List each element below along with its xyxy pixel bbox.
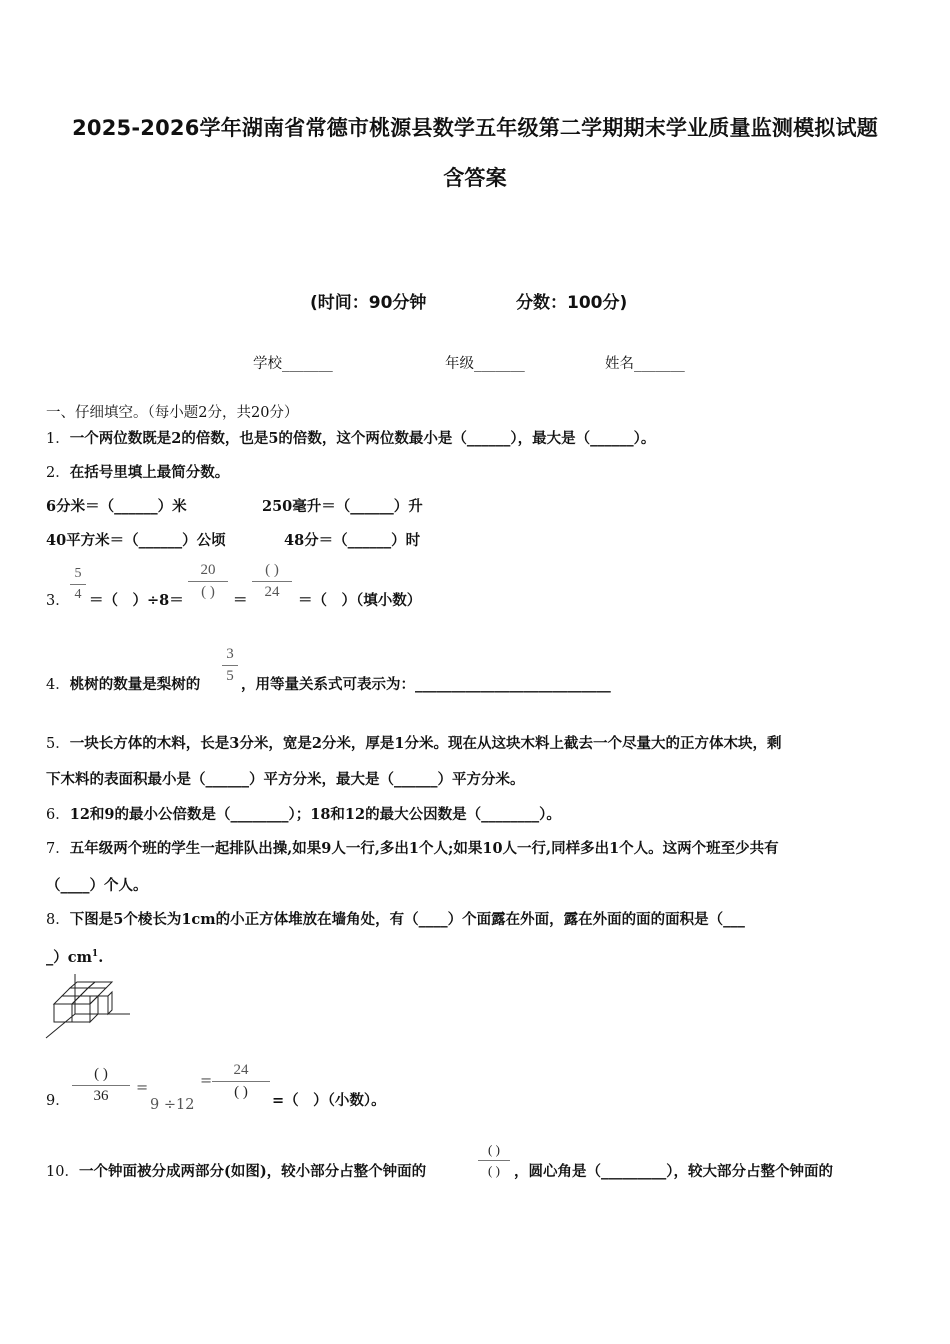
- question-text: 12和9的最小公倍数是（________）；18和12的最大公因数是（________）。: [69, 806, 561, 823]
- question-2: [46, 461, 229, 482]
- fraction-bar: [222, 665, 238, 666]
- school-field: 学校_______: [253, 356, 333, 372]
- question-number: 1．: [46, 431, 70, 447]
- fraction-denominator: ( ): [488, 1163, 500, 1178]
- q9-tail: =（ ）（小数）。: [272, 1092, 386, 1109]
- q2-item-b: 250毫升＝（______）升: [262, 498, 423, 515]
- question-7-line2: （____）个人。: [46, 877, 148, 894]
- question-text: 一个钟面被分成两部分(如图)，较小部分占整个钟面的: [78, 1163, 427, 1180]
- question-number: 8．: [46, 912, 70, 928]
- exam-time: (时间：90分钟: [310, 293, 427, 313]
- question-7: [46, 837, 779, 858]
- question-text: 五年级两个班的学生一起排队出操,如果9人一行,多出1个人;如果10人一行,同样多出1个人。这两个班至少共有: [69, 840, 779, 857]
- q9-equals-1: =: [136, 1080, 149, 1096]
- cubes-in-corner-figure: [40, 970, 135, 1042]
- q3-fraction-2: [188, 562, 228, 601]
- exam-title-line2: 含答案: [443, 166, 507, 190]
- fraction-bar: [70, 584, 86, 585]
- fraction-bar: [252, 581, 292, 582]
- q3-part-3: ＝（ ）（填小数）: [298, 592, 422, 609]
- question-text: 一个两位数既是2的倍数，也是5的倍数，这个两位数最小是（______），最大是（______）。: [69, 430, 656, 447]
- question-text: 在括号里填上最简分数。: [69, 464, 230, 481]
- q10-fraction: [478, 1142, 510, 1179]
- q9-fraction-1: [72, 1066, 130, 1105]
- question-number: 7．: [46, 841, 70, 857]
- section-heading: 一、仔细填空。（每小题2分，共20分）: [46, 405, 299, 421]
- question-9: [46, 1089, 70, 1110]
- exam-title-line1: 2025-2026学年湖南省常德市桃源县数学五年级第二学期期末学业质量监测模拟试题: [72, 116, 878, 140]
- fraction-denominator: 24: [264, 584, 280, 600]
- fraction-numerator: 3: [226, 646, 234, 662]
- fraction-numerator: ( ): [94, 1066, 108, 1082]
- fraction-numerator: 24: [233, 1062, 249, 1078]
- question-8: [46, 908, 745, 929]
- fraction-denominator: 4: [74, 587, 82, 602]
- grade-field: 年级_______: [445, 356, 525, 372]
- question-5: [46, 732, 782, 753]
- q2-item-c: 40平方米＝（______）公顷: [46, 532, 226, 549]
- question-5-line2: 下木料的表面积最小是（______）平方分米，最大是（______）平方分米。: [46, 771, 525, 788]
- question-10: [46, 1160, 426, 1181]
- q9-fraction-3: [212, 1062, 270, 1101]
- fraction-denominator: ( ): [201, 584, 215, 600]
- question-1: [46, 427, 655, 448]
- question-number: 9．: [46, 1093, 70, 1109]
- question-text: .: [98, 949, 104, 966]
- fraction-bar: [478, 1160, 510, 1161]
- question-number: 4．: [46, 677, 70, 693]
- q4-fraction: [222, 646, 238, 685]
- q3-part-2: ＝: [233, 592, 248, 609]
- question-6: [46, 803, 561, 824]
- fraction-numerator: ( ): [488, 1142, 500, 1157]
- question-number: 2．: [46, 465, 70, 481]
- q10-text-tail: ，圆心角是（_________），较大部分占整个钟面的: [514, 1163, 833, 1180]
- question-text: _）cm: [46, 949, 92, 966]
- fraction-bar: [212, 1081, 270, 1082]
- name-field: 姓名_______: [605, 356, 685, 372]
- question-text: 桃树的数量是梨树的: [69, 676, 201, 693]
- q2-item-d: 48分＝（______）时: [284, 532, 421, 549]
- question-number: 6．: [46, 807, 70, 823]
- question-number: 10．: [46, 1164, 79, 1180]
- fraction-numerator: 20: [200, 562, 216, 578]
- q2-item-a: 6分米＝（______）米: [46, 498, 187, 515]
- fraction-bar: [188, 581, 228, 582]
- exam-score: 分数：100分): [516, 293, 628, 313]
- unit-superscript: 1: [91, 949, 99, 960]
- fraction-denominator: ( ): [234, 1084, 248, 1100]
- fraction-denominator: 5: [226, 668, 234, 684]
- question-text: 下图是5个棱长为1cm的小正方体堆放在墙角处，有（____）个面露在外面，露在外面的面的面积是（___: [69, 911, 745, 928]
- question-8-line2: [46, 946, 103, 967]
- question-3: [46, 589, 70, 610]
- q3-fraction-3: [252, 562, 292, 601]
- q9-equals-2: =: [200, 1073, 213, 1089]
- fraction-bar: [72, 1085, 130, 1086]
- fraction-numerator: 5: [74, 566, 82, 581]
- question-number: 5．: [46, 736, 70, 752]
- fraction-numerator: ( ): [265, 562, 279, 578]
- q3-fraction-1: [70, 566, 86, 603]
- q9-denominator-expression: 9 ÷12: [150, 1097, 195, 1113]
- fraction-denominator: 36: [93, 1088, 109, 1104]
- question-text: 一块长方体的木料，长是3分米，宽是2分米，厚是1分米。现在从这块木料上截去一个尽量大的正方体木块，剩: [69, 735, 782, 752]
- q4-text-tail: ，用等量关系式可表示为：___________________________: [241, 676, 611, 693]
- question-4: [46, 673, 200, 694]
- q3-part-1: ＝（ ）÷8＝: [89, 592, 184, 609]
- question-number: 3．: [46, 593, 70, 609]
